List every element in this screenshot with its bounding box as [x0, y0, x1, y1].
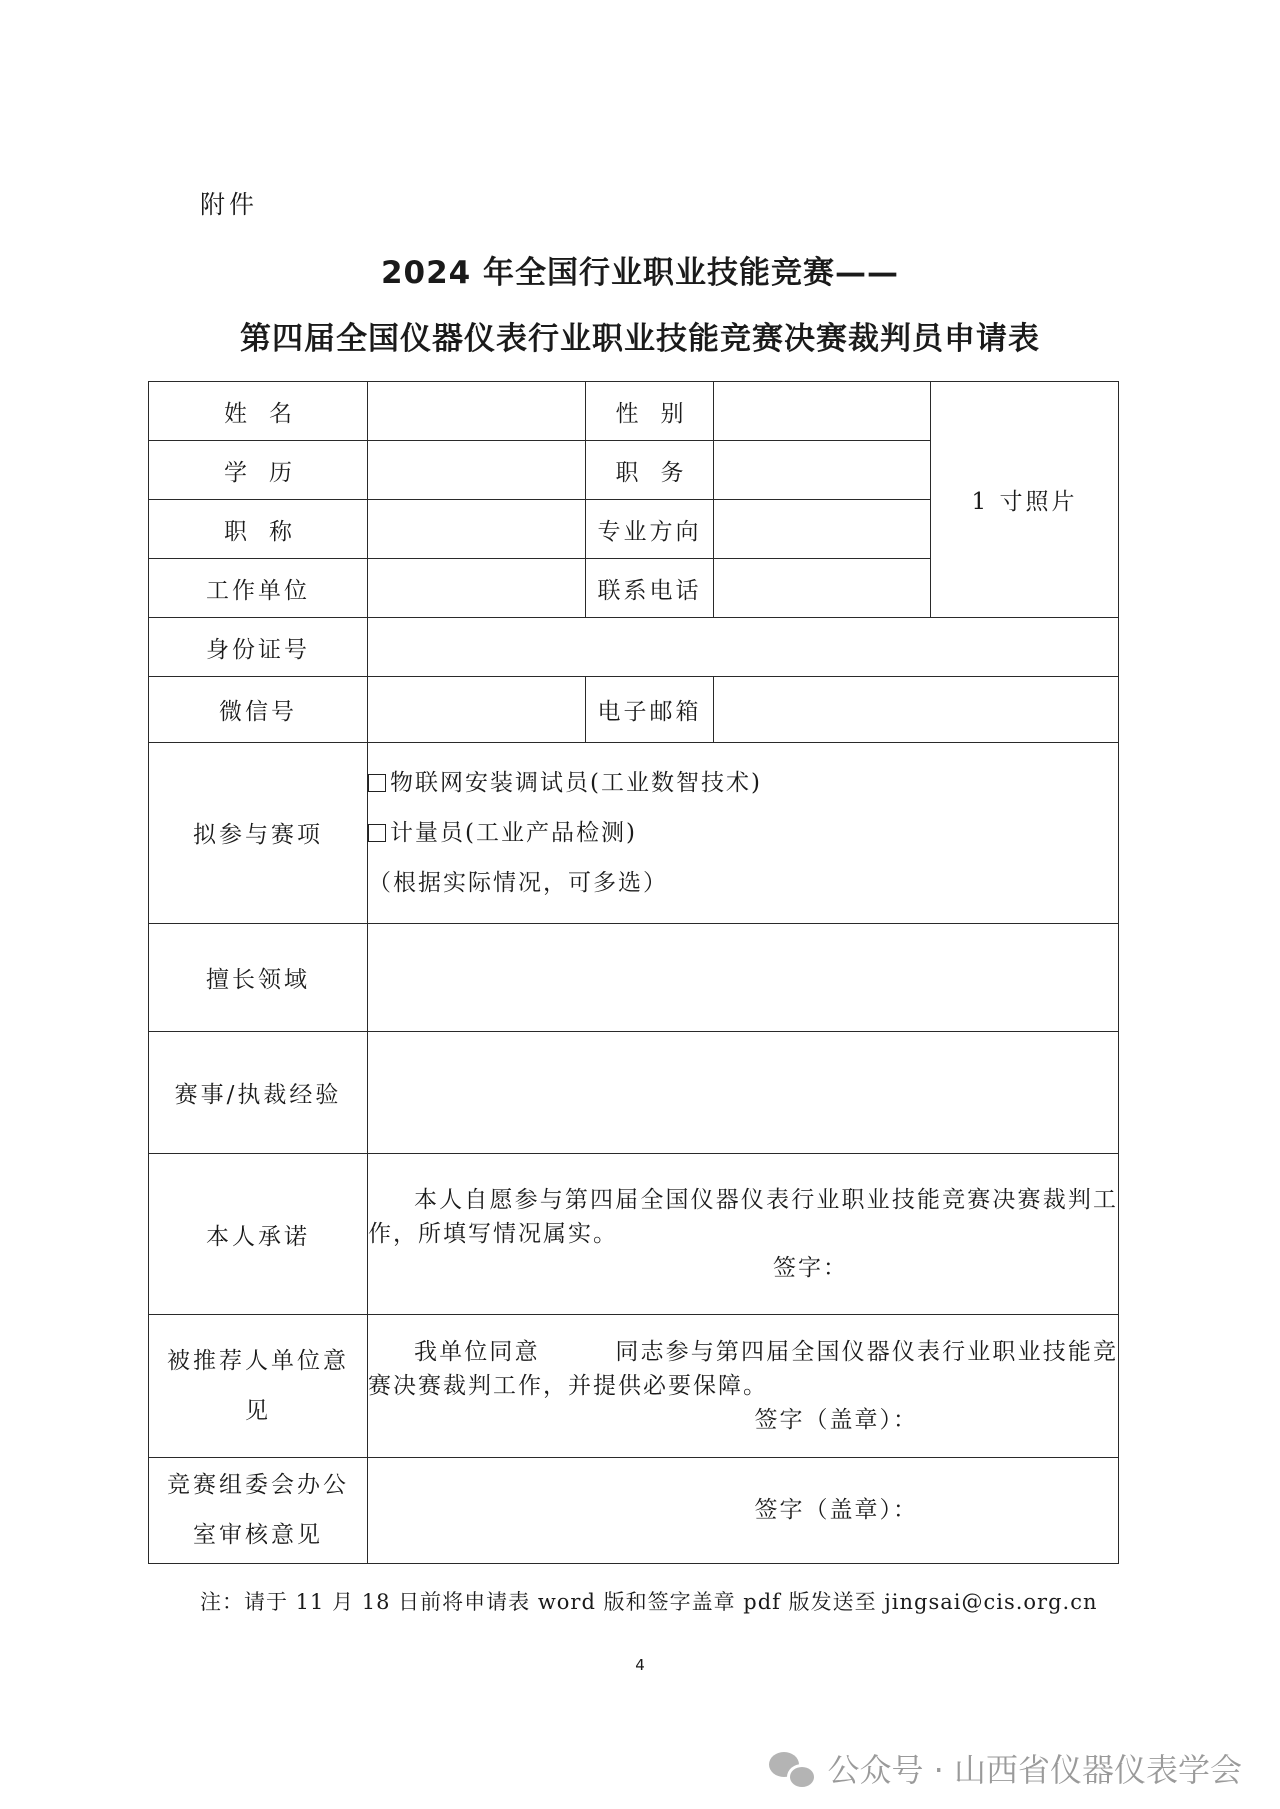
gender-field[interactable] [714, 382, 931, 441]
specialty-label: 专业方向 [586, 500, 714, 559]
form-row-wechat [149, 677, 1119, 742]
committee-cell [368, 1457, 1119, 1563]
events-cell [368, 742, 1119, 923]
committee-label: 竞赛组委会办公室审核意见 [149, 1457, 368, 1563]
watermark [769, 1745, 1242, 1791]
checkbox[interactable] [368, 824, 386, 842]
document-title-line2: 第四届全国仪器仪表行业职业技能竞赛决赛裁判员申请表 [240, 321, 1040, 357]
position-field[interactable] [714, 441, 931, 500]
title-field[interactable] [368, 500, 586, 559]
form-row-name [149, 382, 1119, 441]
events-note: （根据实际情况，可多选） [368, 869, 668, 896]
id-number-label: 身份证号 [149, 618, 368, 677]
footnote: 注：请于 11 月 18 日前将申请表 word 版和签字盖章 pdf 版发送至 jingsai@cis.org.cn [200, 1590, 1098, 1614]
watermark-text: 公众号 · 山西省仪器仪表学会 [827, 1751, 1242, 1789]
name-label: 姓名 [149, 382, 368, 441]
application-form [148, 381, 1119, 1564]
education-field[interactable] [368, 441, 586, 500]
recommender-signature: 签字（盖章）： [754, 1407, 918, 1434]
photo-box: 1 寸照片 [931, 382, 1119, 618]
recommender-label: 被推荐人单位意见 [149, 1315, 368, 1458]
specialty-field[interactable] [714, 500, 931, 559]
events-label: 拟参与赛项 [149, 742, 368, 923]
wechat-field[interactable] [368, 677, 586, 742]
recommender-text: 我单位同意 同志参与第四届全国仪器仪表行业职业技能竞赛决赛裁判工作，并提供必要保障。 [368, 1339, 1118, 1400]
form-row-experience [149, 1032, 1119, 1154]
form-row-expertise [149, 924, 1119, 1032]
pledge-signature: 签字： [773, 1255, 848, 1282]
form-row-id [149, 618, 1119, 677]
id-number-field[interactable] [368, 618, 1119, 677]
position-label: 职务 [586, 441, 714, 500]
recommender-cell [368, 1315, 1119, 1458]
pledge-cell [368, 1154, 1119, 1315]
form-row-pledge [149, 1154, 1119, 1315]
email-field[interactable] [714, 677, 1119, 742]
pledge-text: 本人自愿参与第四届全国仪器仪表行业职业技能竞赛决赛裁判工作，所填写情况属实。 [368, 1187, 1118, 1248]
experience-field[interactable] [368, 1032, 1119, 1154]
checkbox[interactable] [368, 774, 386, 792]
pledge-label: 本人承诺 [149, 1154, 368, 1315]
event-option-iot[interactable] [368, 758, 1118, 808]
email-label: 电子邮箱 [586, 677, 714, 742]
wechat-icon [769, 1750, 813, 1786]
form-row-events [149, 742, 1119, 923]
phone-field[interactable] [714, 559, 931, 618]
event-option-iot-label: 物联网安装调试员(工业数智技术) [390, 769, 762, 796]
annex-label: 附件 [200, 190, 259, 219]
expertise-field[interactable] [368, 924, 1119, 1032]
title-label: 职称 [149, 500, 368, 559]
expertise-label: 擅长领域 [149, 924, 368, 1032]
event-option-metrology-label: 计量员(工业产品检测) [390, 819, 637, 846]
experience-label: 赛事/执裁经验 [149, 1032, 368, 1154]
committee-signature: 签字（盖章）： [754, 1497, 918, 1524]
page-number: 4 [635, 1656, 645, 1674]
gender-label: 性别 [586, 382, 714, 441]
employer-field[interactable] [368, 559, 586, 618]
document-title-line1: 2024 年全国行业职业技能竞赛—— [380, 255, 900, 291]
phone-label: 联系电话 [586, 559, 714, 618]
wechat-label: 微信号 [149, 677, 368, 742]
event-option-metrology[interactable] [368, 808, 1118, 858]
name-field[interactable] [368, 382, 586, 441]
form-row-committee [149, 1457, 1119, 1563]
education-label: 学历 [149, 441, 368, 500]
form-row-recommender [149, 1315, 1119, 1458]
employer-label: 工作单位 [149, 559, 368, 618]
